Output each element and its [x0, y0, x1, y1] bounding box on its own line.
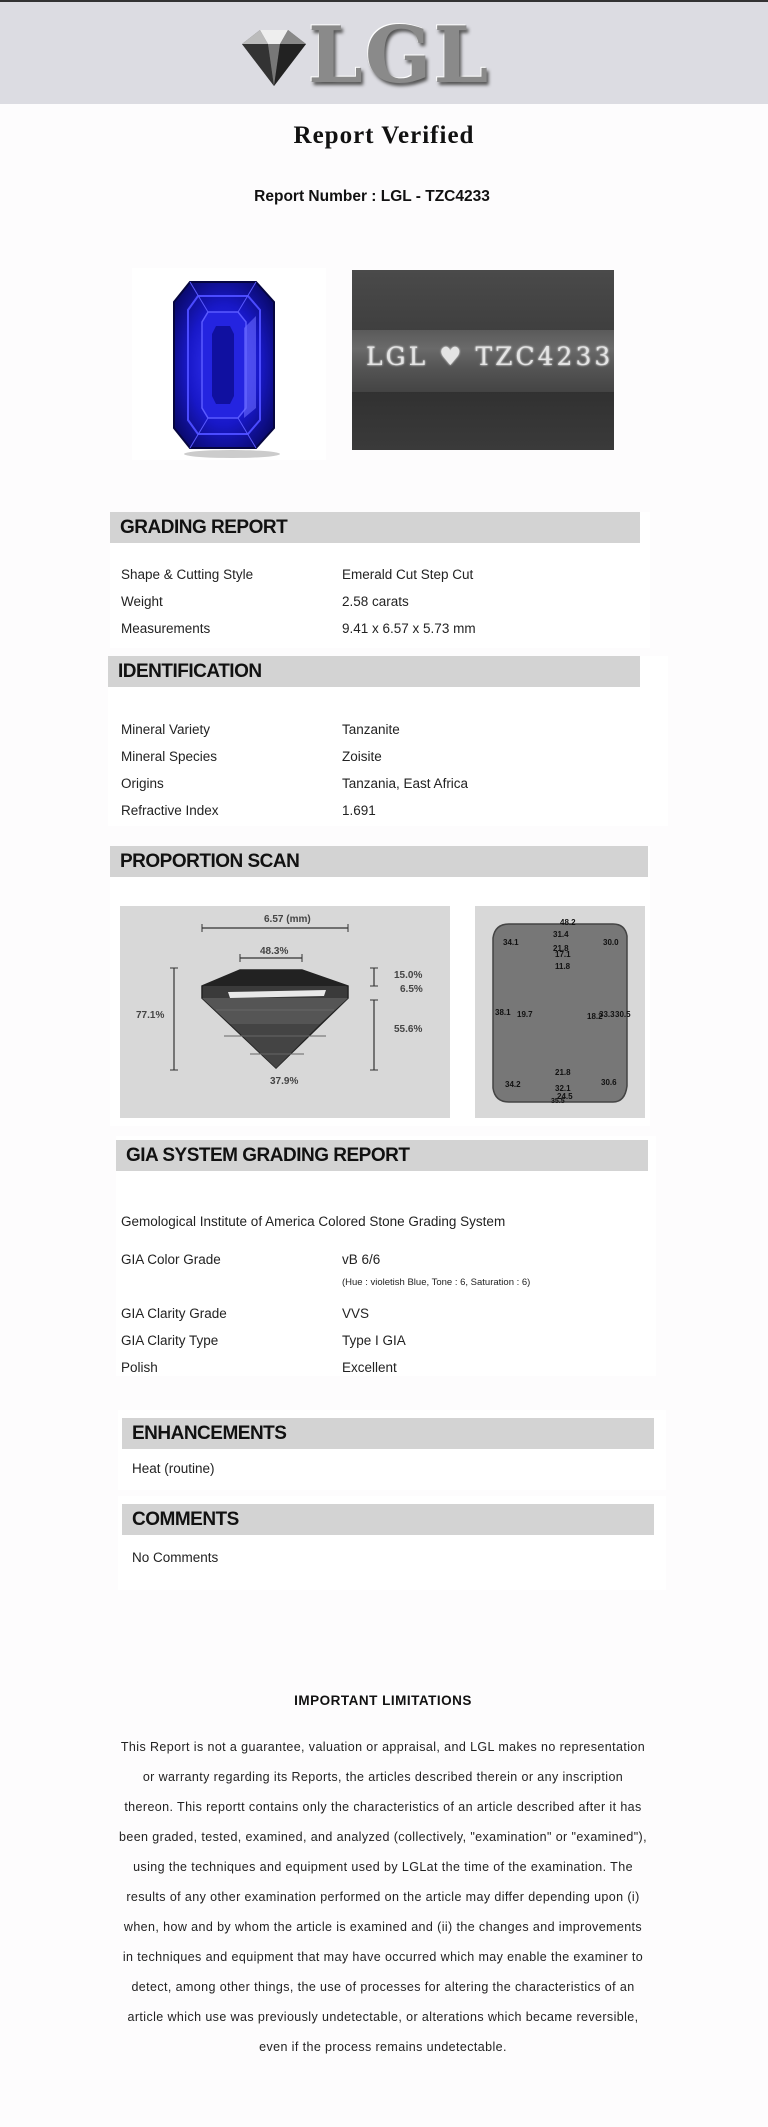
top-value: 30.6: [601, 1078, 617, 1087]
top-value: 30.5: [615, 1010, 631, 1019]
label-table: 48.3%: [260, 946, 289, 957]
gem-photo: [132, 268, 326, 460]
inscription-photo: [352, 270, 614, 450]
diamond-icon: [232, 22, 312, 92]
page-title: Report Verified: [293, 122, 475, 149]
top-value: 17.1: [555, 950, 571, 959]
comments-heading: COMMENTS: [122, 1504, 654, 1535]
gia-value: VVS: [342, 1306, 370, 1321]
grading-value: Emerald Cut Step Cut: [342, 567, 474, 582]
logo-text: LGL: [308, 10, 491, 101]
label-pavilion: 55.6%: [394, 1024, 423, 1035]
identification-heading: IDENTIFICATION: [108, 656, 640, 687]
gia-color-note: (Hue : violetish Blue, Tone : 6, Saturation : 6): [342, 1277, 531, 1288]
enhancements-heading: ENHANCEMENTS: [122, 1418, 654, 1449]
report-number: Report Number : LGL - TZC4233: [254, 188, 490, 205]
enhancements-section: [118, 1410, 666, 1490]
gia-value: Excellent: [342, 1360, 397, 1375]
label-culet: 37.9%: [270, 1076, 299, 1087]
enhancements-value: Heat (routine): [132, 1461, 215, 1476]
top-value: 32.1: [555, 1084, 571, 1093]
limitations-heading: IMPORTANT LIMITATIONS: [294, 1693, 472, 1708]
top-value: 38.1: [495, 1008, 511, 1017]
gia-heading: GIA SYSTEM GRADING REPORT: [116, 1140, 648, 1171]
top-value: 24.5: [557, 1092, 573, 1101]
grading-heading: GRADING REPORT: [110, 512, 640, 543]
top-value: 30.0: [603, 938, 619, 947]
limitations-text: This Report is not a guarantee, valuation or appraisal, and LGL makes no representation or warranty regarding its Reports, the articles described therein or any inscription thereon. This reportt contains only the characteristics of an article described after it has been graded, tested, examined, and analyzed (collectively, "examination" or "examined"), using the techniques and equipment used by LGLat the time of the examination. The results of any other examination performed on the article may differ depending upon (i) when, how and by whom the article is examined and (ii) the changes and improvements in techniques and equipment that may have occurred which may enable the examiner to detect, among other things, the use of processes for altering the characteristics of an article which use was previously undetectable, or alterations which became reversible, even if the process remains undetectable.: [119, 1740, 647, 2054]
proportion-heading: PROPORTION SCAN: [110, 846, 648, 877]
top-value: 34.2: [505, 1080, 521, 1089]
identification-value: 1.691: [342, 803, 376, 818]
side-profile-diagram: [120, 906, 450, 1118]
identification-value: Tanzanite: [342, 722, 400, 737]
top-value: 35.5: [551, 1098, 565, 1105]
top-value: 48.2: [560, 918, 576, 927]
grading-label: Weight: [121, 594, 163, 609]
top-value: 21.8: [555, 1068, 571, 1077]
top-value: 31.4: [553, 930, 569, 939]
grading-label: Measurements: [121, 621, 211, 636]
gia-system-text: Gemological Institute of America Colored Stone Grading System: [121, 1214, 506, 1229]
label-depth: 77.1%: [136, 1010, 165, 1021]
gia-label: GIA Color Grade: [121, 1252, 221, 1267]
inscription-text: LGL ♥ TZC4233: [366, 342, 614, 371]
header-banner: [0, 2, 768, 104]
top-view-diagram: [475, 906, 645, 1118]
gia-label: GIA Clarity Type: [121, 1333, 219, 1348]
top-value: 18.2: [587, 1012, 603, 1021]
grading-value: 2.58 carats: [342, 594, 409, 609]
gia-label: GIA Clarity Grade: [121, 1306, 227, 1321]
identification-label: Refractive Index: [121, 803, 219, 818]
grading-value: 9.41 x 6.57 x 5.73 mm: [342, 621, 476, 636]
top-value: 21.8: [553, 944, 569, 953]
top-value: 33.3: [599, 1010, 615, 1019]
identification-label: Mineral Variety: [121, 722, 211, 737]
gia-value: Type I GIA: [342, 1333, 406, 1348]
identification-label: Origins: [121, 776, 164, 791]
label-girdle: 6.5%: [400, 984, 423, 995]
identification-label: Mineral Species: [121, 749, 218, 764]
identification-value: Tanzania, East Africa: [342, 776, 469, 791]
label-crown: 15.0%: [394, 970, 423, 981]
comments-section: [118, 1496, 666, 1590]
identification-section: [108, 656, 668, 826]
top-value: 34.1: [503, 938, 519, 947]
top-value: 19.7: [517, 1010, 533, 1019]
label-width: 6.57 (mm): [264, 914, 311, 925]
lgl-logo[interactable]: [232, 10, 491, 101]
gia-label: Polish: [121, 1360, 158, 1375]
comments-value: No Comments: [132, 1550, 219, 1565]
grading-label: Shape & Cutting Style: [121, 567, 254, 582]
identification-value: Zoisite: [342, 749, 382, 764]
gia-value: vB 6/6: [342, 1252, 381, 1267]
top-value: 11.8: [555, 962, 571, 971]
